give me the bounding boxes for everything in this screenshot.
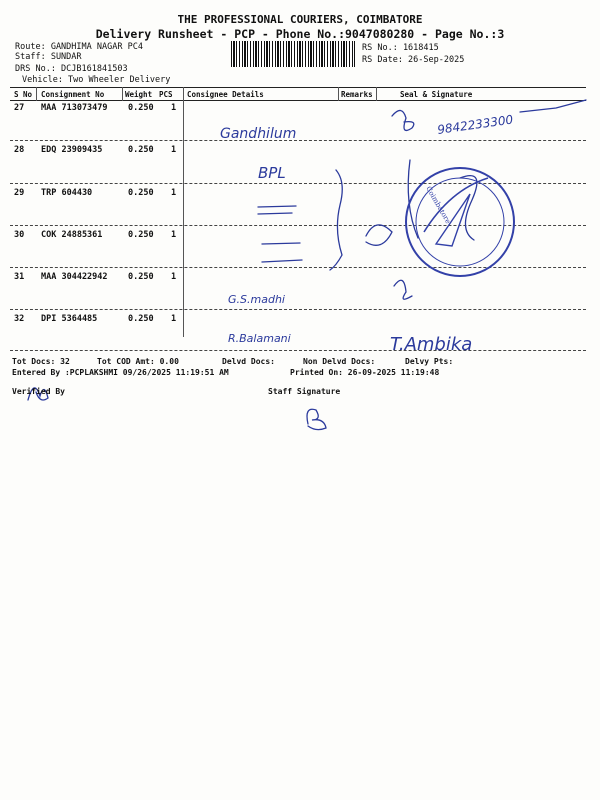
row-consignment: MAA 304422942: [41, 272, 108, 282]
route-label: Route: GANDHIMA NAGAR PC4: [15, 42, 143, 52]
non-delvd-docs: Non Delvd Docs:: [303, 357, 376, 366]
staff-label: Staff: SUNDAR: [15, 52, 82, 62]
row-pcs: 1: [171, 314, 177, 324]
row-consignment: EDQ 23909435: [41, 145, 103, 155]
row-weight: 0.250: [128, 314, 154, 324]
stamp-text: [424, 185, 452, 225]
col-header-consignment: Consignment No: [41, 90, 105, 99]
row-sno: 32: [14, 314, 25, 324]
company-stamp: [406, 168, 514, 276]
rs-date: RS Date: 26-Sep-2025: [362, 55, 465, 65]
row-pcs: 1: [171, 230, 177, 240]
printed-on: Printed On: 26-09-2025 11:19:48: [290, 368, 440, 377]
row-consignment: DPI 5364485: [41, 314, 98, 324]
delvy-pts: Delvy Pts:: [405, 357, 454, 366]
row-pcs: 1: [171, 188, 177, 198]
row-sno: 29: [14, 188, 25, 198]
signature-row-27: [392, 110, 414, 130]
ink-dash-row-30: [262, 243, 300, 244]
consignee-handwriting: BPL: [258, 164, 286, 182]
ink-dash-row-29: [258, 206, 296, 207]
row-pcs: 1: [171, 145, 177, 155]
entered-by: Entered By :PCPLAKSHMI 09/26/2025 11:19:51 AM: [12, 368, 229, 377]
consignee-handwriting: G.S.madhi: [228, 293, 285, 306]
verified-by-label: Verified By: [12, 387, 65, 396]
signature-row-30: [366, 225, 392, 245]
ink-stroke-top: [520, 100, 586, 112]
consignee-handwriting: R.Balamani: [228, 332, 291, 345]
staff-signature-label: Staff Signature: [268, 387, 341, 396]
delvd-docs: Delvd Docs:: [222, 357, 275, 366]
row-weight: 0.250: [128, 188, 154, 198]
col-header-remarks: Remarks: [341, 90, 373, 99]
tot-docs: Tot Docs: 32: [12, 357, 70, 366]
row-weight: 0.250: [128, 145, 154, 155]
row-sno: 28: [14, 145, 25, 155]
signature-row-31: [394, 280, 412, 299]
row-pcs: 1: [171, 272, 177, 282]
col-header-pcs: PCS: [159, 90, 173, 99]
signature-handwriting: T.Ambika: [390, 334, 473, 355]
drs-number: DRS No.: DCJB161841503: [15, 64, 128, 74]
row-weight: 0.250: [128, 272, 154, 282]
col-header-seal: Seal & Signature: [400, 90, 473, 99]
phone-handwriting: 9842233300: [436, 112, 515, 137]
row-sno: 27: [14, 103, 25, 113]
consignee-handwriting: Gandhilum: [220, 126, 297, 142]
col-header-sno: S No: [14, 90, 33, 99]
company-name: THE PROFESSIONAL COURIERS, COIMBATORE: [177, 13, 423, 26]
row-pcs: 1: [171, 103, 177, 113]
runsheet-subtitle: Delivery Runsheet - PCP - Phone No.:9047080280 - Page No.:3: [95, 27, 505, 41]
col-header-consignee: Consignee Details: [187, 90, 264, 99]
vehicle-label: Vehicle: Two Wheeler Delivery: [22, 75, 171, 85]
row-consignment: COK 24885361: [41, 230, 103, 240]
svg-text:Coimbatore: Coimbatore: [424, 185, 453, 226]
rs-number: RS No.: 1618415: [362, 43, 439, 53]
tot-cod-amt: Tot COD Amt: 0.00: [97, 357, 179, 366]
ink-bracket: [330, 170, 342, 270]
row-weight: 0.250: [128, 103, 154, 113]
col-header-weight: Weight: [125, 90, 153, 99]
staff-signature-mark: [307, 409, 326, 429]
row-sno: 30: [14, 230, 25, 240]
row-consignment: MAA 713073479: [41, 103, 108, 113]
row-sno: 31: [14, 272, 25, 282]
row-consignment: TRP 604430: [41, 188, 93, 198]
row-weight: 0.250: [128, 230, 154, 240]
